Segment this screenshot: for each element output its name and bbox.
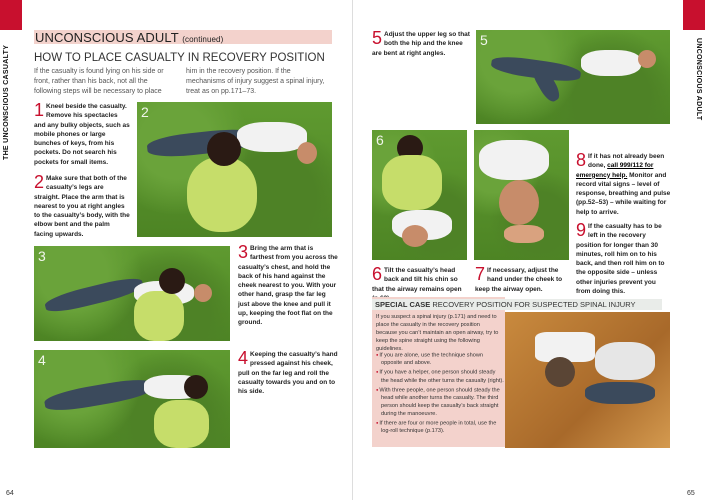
page-title-text: UNCONSCIOUS ADULT	[35, 30, 179, 45]
casualty-head	[297, 142, 317, 164]
step-4	[238, 350, 338, 396]
photo-step-6	[372, 130, 467, 260]
casualty-shirt	[237, 122, 307, 152]
special-case-title	[375, 300, 636, 309]
intro-col1: If the casualty is found lying on his side or front, rather than his back, not all the following steps will be necessary to place	[34, 68, 164, 95]
special-case-label: SPECIAL CASE	[375, 300, 431, 309]
photo-label: 5	[480, 32, 488, 48]
step-text: Keeping the casualty’s hand pressed against his cheek, pull on the far leg and roll the casualty towards you and on to his side.	[238, 351, 338, 396]
step-number: 9	[576, 220, 587, 240]
page-title	[35, 30, 223, 45]
step-9	[576, 222, 672, 296]
casualty-head	[499, 180, 539, 225]
step-text: If it has not already been done,	[588, 153, 665, 170]
step-text: Make sure that both of the casualty’s legs are straight. Place the arm that is nearest to you at right angles to the casualty’s body, with the elbow bent and the palm facing upwards.	[34, 175, 130, 238]
photo-step-5	[476, 30, 670, 124]
photo-step-2	[137, 102, 332, 237]
casualty-shirt	[479, 140, 549, 180]
step-text: Adjust the upper leg so that both the hip and the knee are bent at right angles.	[372, 31, 470, 57]
casualty-legs	[43, 376, 155, 415]
casualty-head	[638, 50, 656, 68]
step-number: 4	[238, 348, 249, 368]
helper-body	[382, 155, 442, 210]
step-text: If necessary, adjust the hand under the cheek to keep the airway open.	[475, 267, 563, 293]
casualty-head	[402, 225, 428, 247]
bullet-item: ● With three people, one person should steady the head while another turns the casualty. The third person should keep the casualty’s back straight during the manoeuvre.	[376, 386, 504, 419]
step-number: 8	[576, 150, 587, 170]
step-3	[238, 244, 338, 328]
page-number-left: 64	[6, 490, 14, 497]
bullet-item: ● If you are alone, use the technique shown opposite and above.	[376, 351, 504, 368]
step-2	[34, 174, 130, 239]
casualty-shirt	[581, 50, 641, 76]
step-text-emphasis: call 999/112 for emergency help.	[576, 162, 654, 179]
step-text: If the casualty has to be left in the recovery position for longer than 30 minutes, roll him on to his back, and then roll him on to the opposite side – unless other injuries prevent you from doing this.	[576, 223, 665, 296]
step-1	[34, 102, 130, 167]
step-number: 2	[34, 172, 45, 192]
photo-step-7	[474, 130, 569, 260]
page-fold	[352, 0, 353, 500]
photo-label: 6	[376, 132, 384, 148]
step-5	[372, 30, 472, 58]
special-case-bullets	[376, 351, 504, 436]
casualty-head	[194, 284, 212, 302]
step-text: Bring the arm that is farthest from you across the casualty’s chest, and hold the back of his hand against the cheek nearest to you. With your other hand, grasp the far leg just above the knee and pull it up, keeping the foot flat on the ground.	[238, 245, 338, 327]
photo-label: 2	[141, 104, 149, 120]
page-title-continued: (continued)	[182, 35, 224, 44]
photo-step-3	[34, 246, 230, 341]
sidebar-right	[683, 0, 705, 500]
step-8	[576, 152, 672, 217]
step-number: 1	[34, 100, 45, 120]
helper-body	[187, 157, 257, 232]
photo-label: 3	[38, 248, 46, 264]
helper-body	[134, 291, 184, 341]
step-text: Tilt the casualty’s head back and tilt his chin so that the airway remains open	[372, 267, 462, 293]
sidebar-red-tab	[683, 0, 705, 30]
casualty-shirt	[595, 342, 655, 380]
step-number: 5	[372, 28, 383, 48]
photo-special-case	[505, 312, 670, 448]
page-number-right: 65	[687, 490, 695, 497]
photo-step-4	[34, 350, 230, 448]
step-text: Monitor and record vital signs – level of response, breathing and pulse (pp.52–53) – while waiting for help to arrive.	[576, 171, 671, 216]
sidebar-right-label: UNCONSCIOUS ADULT	[695, 38, 702, 121]
sidebar-left	[0, 0, 22, 500]
photo-label: 4	[38, 352, 46, 368]
step-7	[475, 266, 571, 294]
step-text: Kneel beside the casualty. Remove his spectacles and any bulky objects, such as mobile phones or large bunches of keys, from his pockets. Do not search his pockets for small items.	[34, 103, 130, 166]
helper-head	[184, 375, 208, 399]
section-title: HOW TO PLACE CASUALTY IN RECOVERY POSITION	[34, 52, 325, 64]
step-number: 6	[372, 264, 383, 284]
helper-head	[159, 268, 185, 294]
sidebar-left-label: THE UNCONSCIOUS CASUALTY	[3, 44, 10, 160]
bullet-item: ● If you have a helper, one person should steady the head while the other turns the casualty (right).	[376, 368, 504, 385]
sidebar-red-tab	[0, 0, 22, 30]
casualty-legs	[585, 382, 655, 404]
helper-body	[154, 400, 209, 448]
special-case-heading: RECOVERY POSITION FOR SUSPECTED SPINAL INJURY	[432, 300, 636, 309]
intro-col2: him in the recovery position. If the mechanisms of injury suggest a spinal injury, treat as on pp.171–73.	[186, 68, 325, 95]
step-number: 3	[238, 242, 249, 262]
casualty-head	[545, 357, 575, 387]
bullet-item: ● If there are four or more people in total, use the log-roll technique (p.173).	[376, 419, 504, 436]
casualty-legs	[43, 274, 144, 316]
step-number: 7	[475, 264, 486, 284]
helper-head	[207, 132, 241, 166]
special-case-intro: If you suspect a spinal injury (p.171) and need to place the casualty in the recovery position because you can’t maintain an open airway, try to keep the spine straight using the following guidelines.	[376, 314, 499, 352]
casualty-hand	[504, 225, 544, 243]
